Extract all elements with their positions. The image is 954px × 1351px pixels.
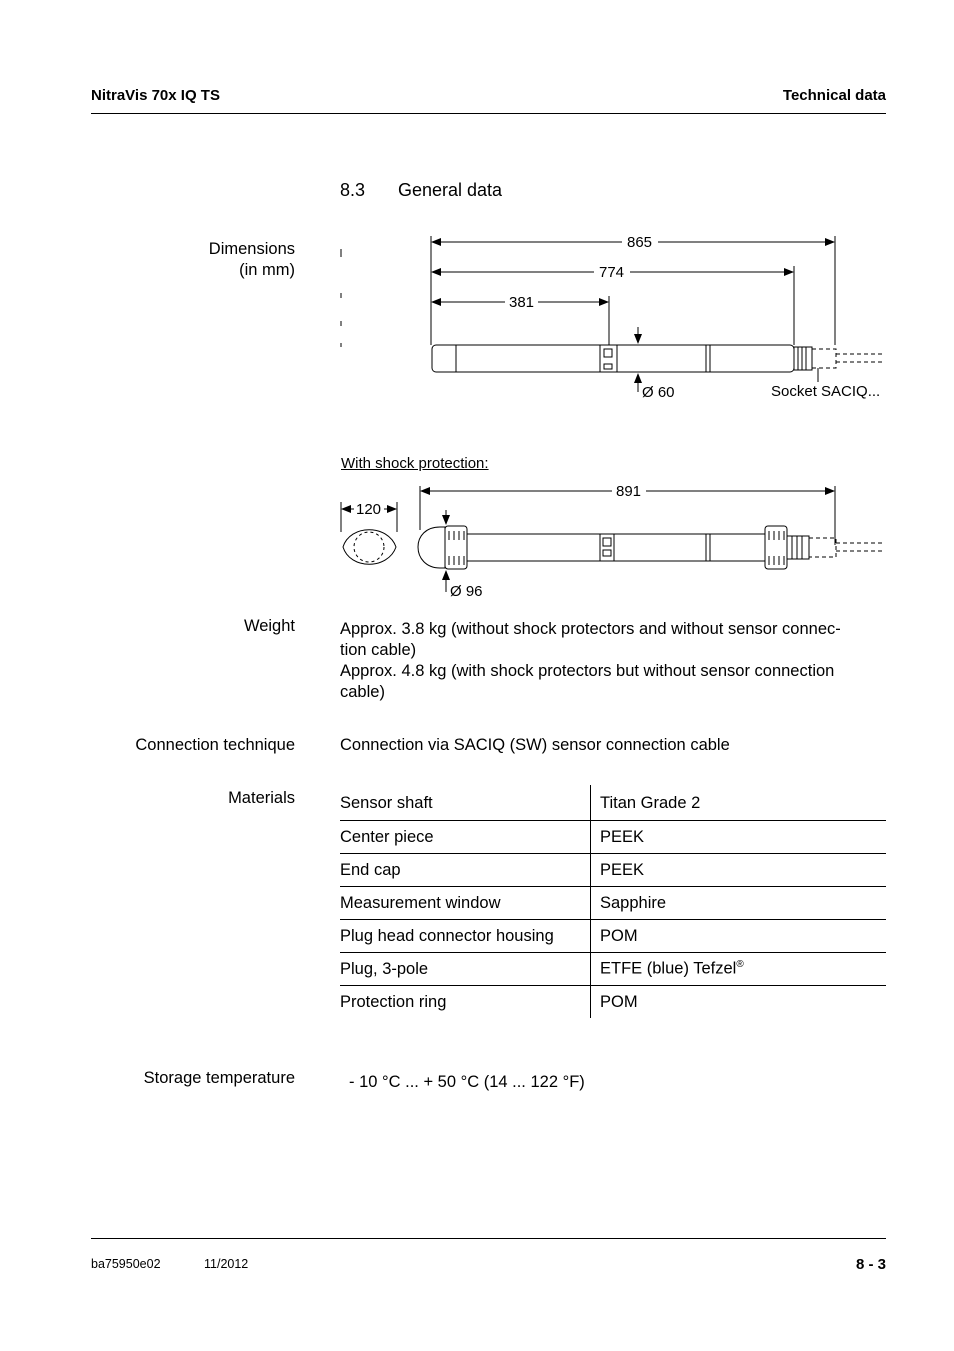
weight-line-2: tion cable) — [340, 641, 417, 659]
dim-774-label: 774 — [599, 264, 625, 281]
material-value: PEEK — [591, 854, 887, 887]
diameter-96-label: Ø 96 — [450, 583, 483, 600]
material-part: End cap — [340, 854, 591, 887]
storage-text: - 10 °C ... + 50 °C (14 ... 122 °F) — [349, 1073, 585, 1091]
section-number: 8.3 — [340, 180, 366, 200]
table-row — [340, 953, 886, 986]
connection-text: Connection via SACIQ (SW) sensor connection cable — [340, 736, 730, 754]
diameter-60-label: Ø 60 — [642, 384, 675, 401]
table-row — [340, 821, 886, 854]
shock-protection-caption: With shock protection: — [341, 455, 489, 472]
dim-381-label: 381 — [509, 294, 535, 311]
materials-table — [340, 785, 886, 1018]
dim-865-label: 865 — [627, 234, 653, 251]
sensor-drawing-standard — [0, 0, 954, 420]
dim-891-label: 891 — [616, 483, 642, 500]
dimensions-label-line1: Dimensions — [208, 240, 295, 258]
material-part: Center piece — [340, 821, 591, 854]
table-row — [340, 887, 886, 920]
material-part: Measurement window — [340, 887, 591, 920]
material-part: Sensor shaft — [340, 785, 591, 821]
material-part: Plug head connector housing — [340, 920, 591, 953]
material-value-text: ETFE (blue) Tefzel — [600, 959, 737, 978]
table-row — [340, 785, 886, 821]
socket-label: Socket SACIQ... — [771, 383, 881, 400]
storage-label: Storage temperature — [143, 1069, 295, 1087]
material-part: Plug, 3-pole — [340, 953, 591, 986]
page-number: 8 - 3 — [855, 1256, 886, 1273]
registered-mark: ® — [736, 959, 744, 971]
dimensions-label-line2: (in mm) — [239, 261, 295, 279]
sensor-drawing-shock-protection — [0, 470, 954, 610]
weight-line-4: cable) — [340, 683, 385, 701]
table-row — [340, 854, 886, 887]
weight-text — [340, 619, 841, 703]
material-value: Titan Grade 2 — [591, 785, 887, 821]
running-header-chapter: Technical data — [782, 87, 886, 104]
weight-line-1: Approx. 3.8 kg (without shock protectors and without sensor connec- — [340, 620, 841, 638]
material-value: PEEK — [591, 821, 887, 854]
materials-label: Materials — [228, 789, 295, 807]
footer-rule — [91, 1238, 886, 1239]
footer-date: 11/2012 — [204, 1257, 249, 1271]
material-value: Sapphire — [591, 887, 887, 920]
weight-line-3: Approx. 4.8 kg (with shock protectors but without sensor connection — [340, 662, 835, 680]
dim-120-label: 120 — [356, 501, 382, 518]
material-value — [591, 953, 887, 986]
material-part: Protection ring — [340, 986, 591, 1019]
material-value: POM — [591, 920, 887, 953]
running-header-title: NitraVis 70x IQ TS — [91, 87, 220, 104]
weight-label: Weight — [243, 617, 295, 635]
material-value: POM — [600, 992, 638, 1011]
section-title: General data — [398, 180, 503, 200]
footer-doc-number: ba75950e02 — [91, 1257, 161, 1271]
table-row — [340, 920, 886, 953]
connection-label: Connection technique — [135, 736, 295, 754]
table-row — [340, 986, 886, 1019]
